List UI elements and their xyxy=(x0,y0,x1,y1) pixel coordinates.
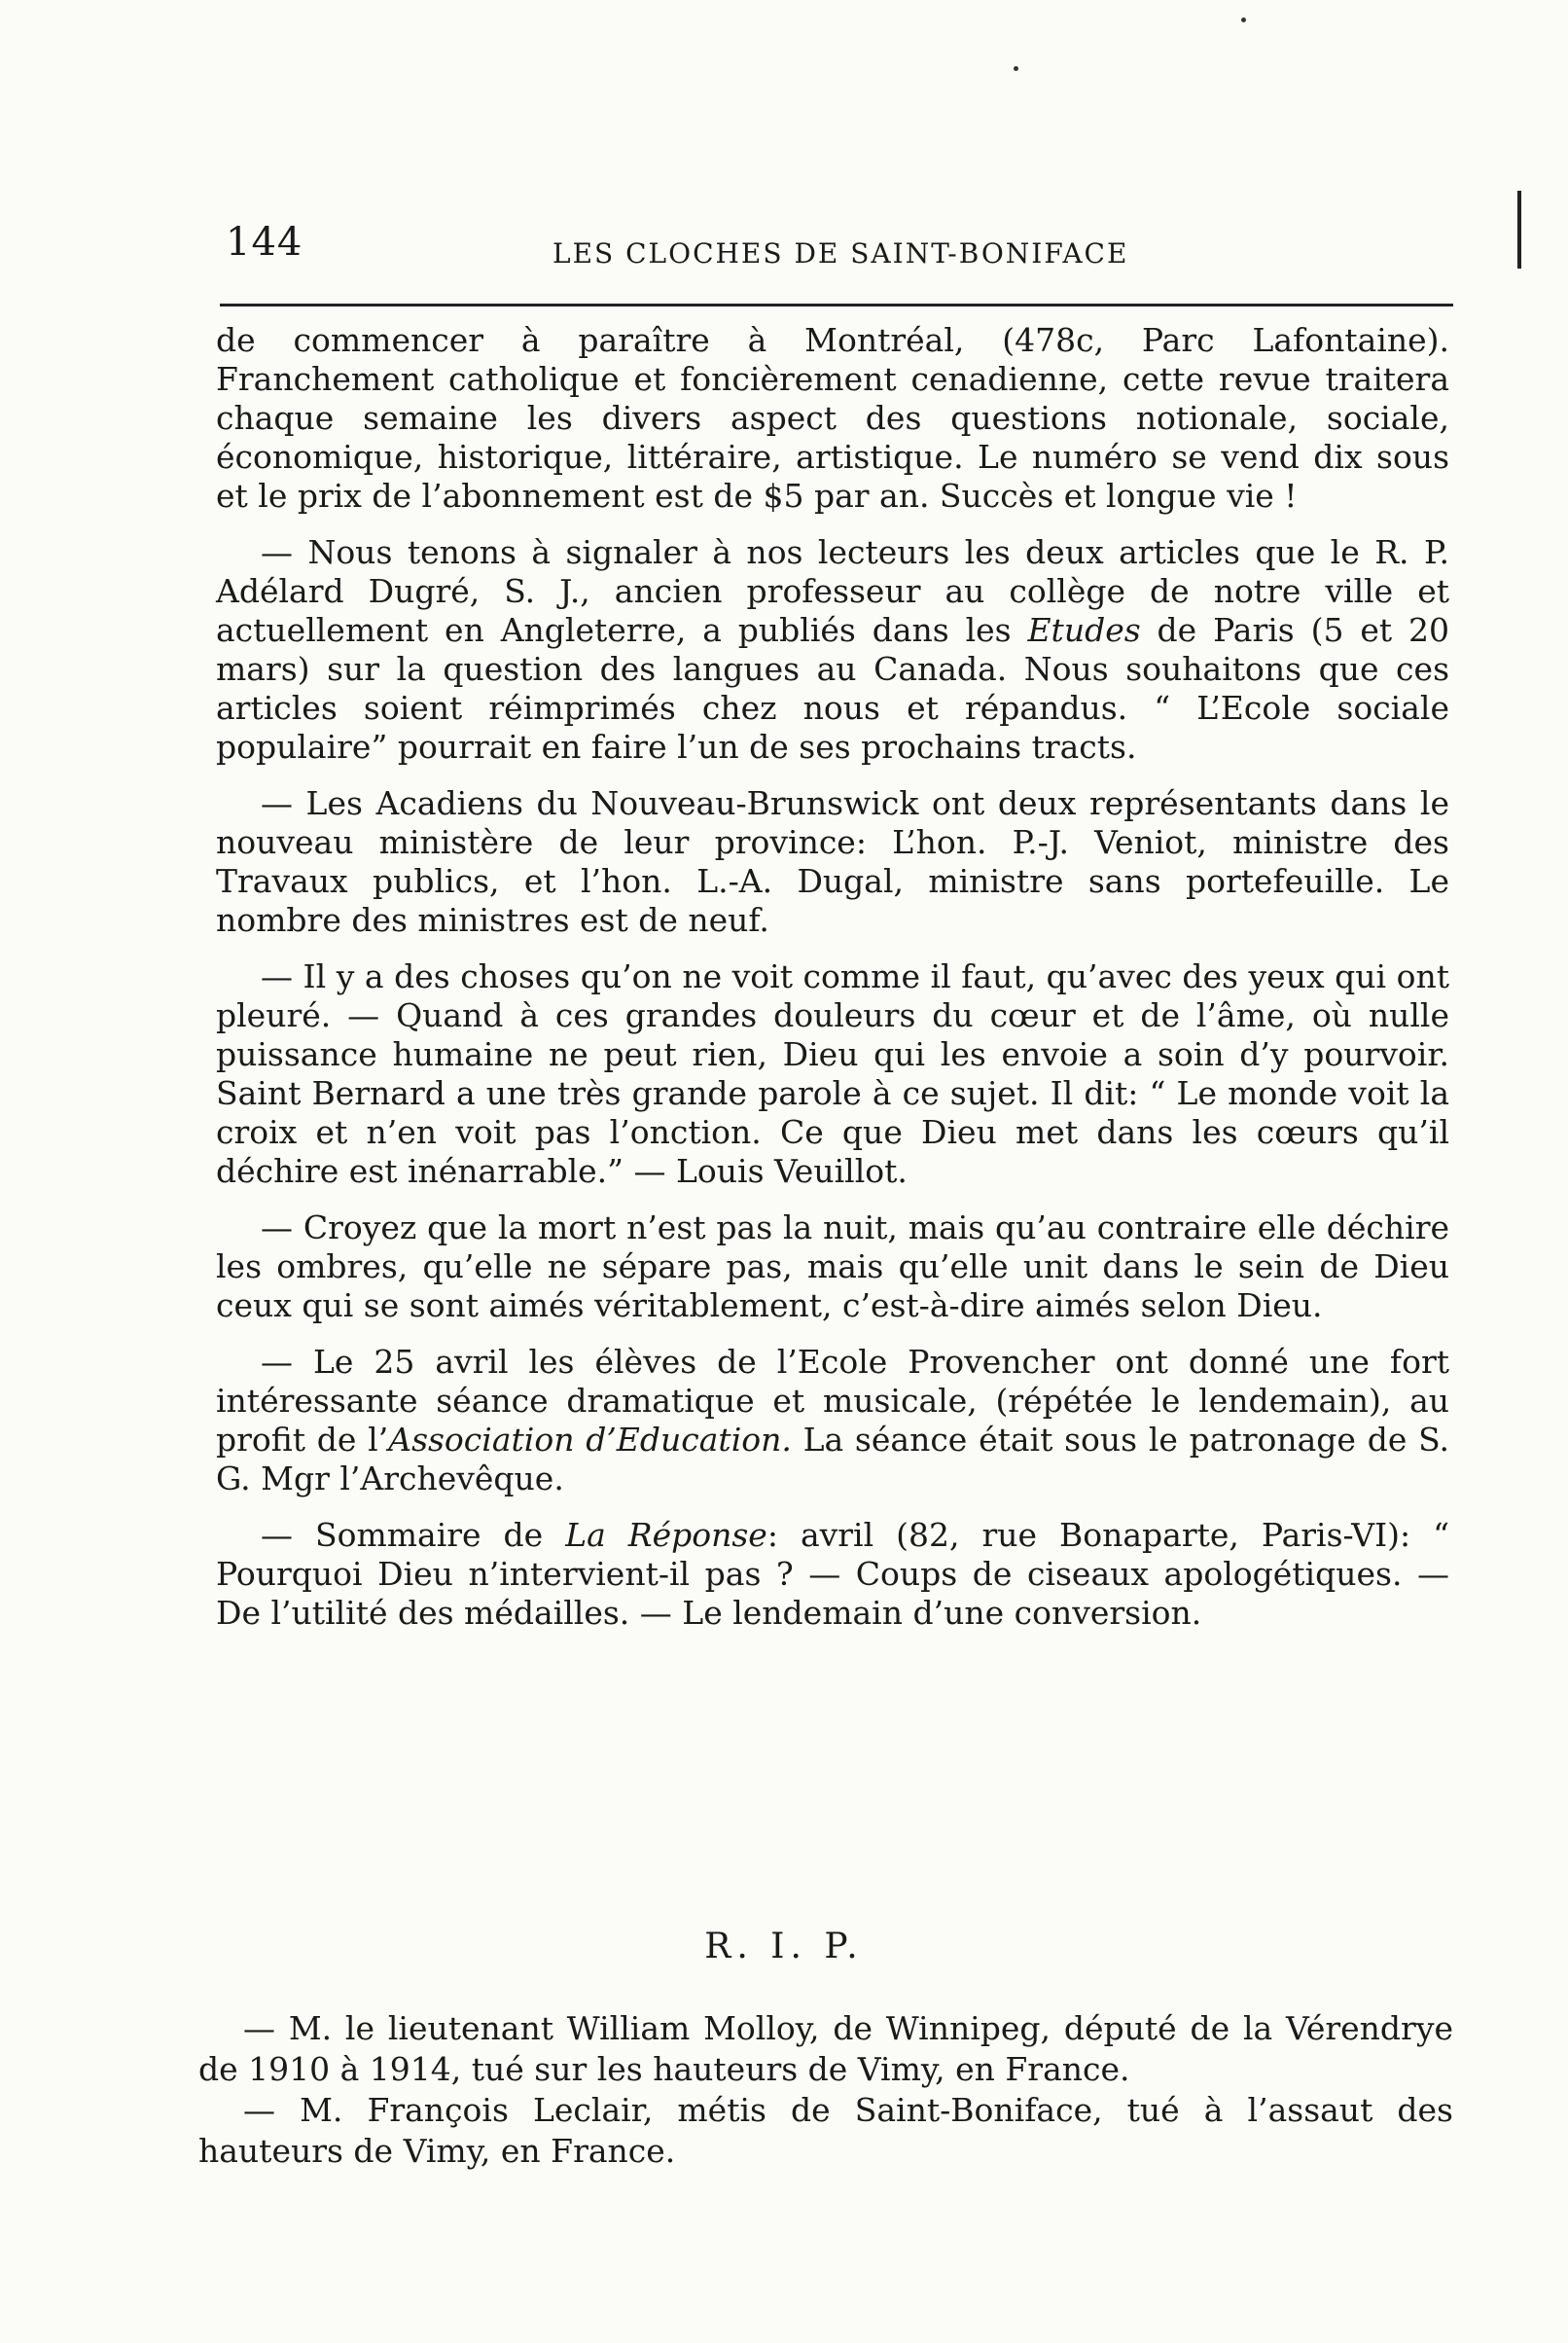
rip-section xyxy=(198,2008,1453,2172)
header-rule xyxy=(220,304,1453,306)
rip-entry-leclair: — M. François Leclair, métis de Saint-Boniface, tué à l’assaut des hauteurs de Vimy, en France. xyxy=(198,2091,1453,2170)
rip-heading: R. I. P. xyxy=(704,1927,864,1966)
paragraph-mort: — Croyez que la mort n’est pas la nuit, mais qu’au contraire elle déchire les ombres, qu’elle ne sépare pas, mais qu’elle unit dans le sein de Dieu ceux qui se sont aimés véritablement, c’est-à-dire aimés selon Dieu. xyxy=(216,1208,1449,1324)
paragraph-veuillot-quote: — Il y a des choses qu’on ne voit comme il faut, qu’avec des yeux qui ont pleuré. — Quand à ces grandes douleurs du cœur et de l’âme, où nulle puissance humaine ne peut rien, Dieu qui les envoie a soin d’y pourvoir. Saint Bernard a une très grande parole à ce sujet. Il dit: “ Le monde voit la croix et n’en voit pas l’onction. Ce que Dieu met dans les cœurs qu’il déchire est inénarrable.” — Louis Veuillot. xyxy=(216,957,1449,1190)
body-text xyxy=(216,321,1449,1650)
paragraph-acadiens: — Les Acadiens du Nouveau-Brunswick ont deux représentants dans le nouveau ministère de leur province: L’hon. P.-J. Veniot, ministre des Travaux publics, et l’hon. L.-A. Dugal, ministre sans portefeuille. Le nombre des ministres est de neuf. xyxy=(216,784,1449,939)
rip-entry-molloy: — M. le lieutenant William Molloy, de Winnipeg, député de la Vérendrye de 1910 à 1914, tué sur les hauteurs de Vimy, en France. xyxy=(198,2009,1453,2088)
running-title: LES CLOCHES DE SAINT-BONIFACE xyxy=(552,237,1129,270)
page-number: 144 xyxy=(226,220,303,265)
paragraph-ecole-provencher: — Le 25 avril les élèves de l’Ecole Provencher ont donné une fort intéressante séance dramatique et musicale, (répétée le lendemain), au profit de l’Association d’Education. La séance était sous le patronage de S. G. Mgr l’Archevêque. xyxy=(216,1343,1450,1497)
page-header xyxy=(226,220,1442,278)
scan-speck xyxy=(1241,18,1246,22)
paragraph-revue: de commencer à paraître à Montréal, (478c, Parc Lafontaine). Franchement catholique et foncièrement cenadienne, cette revue traitera chaque semaine les divers aspect des questions notionale, sociale, économique, historique, littéraire, artistique. Le numéro se vend dix sous et le prix de l’abonnement est de $5 par an. Succès et longue vie ! xyxy=(216,321,1449,515)
paragraph-dugre-articles: — Nous tenons à signaler à nos lecteurs les deux articles que le R. P. Adélard Dugré, S. J., ancien professeur au collège de notre ville et actuellement en Angleterre, a publiés dans les Etudes de Paris (5 et 20 mars) sur la question des langues au Canada. Nous souhaitons que ces articles soient réimprimés chez nous et répandus. “ L’Ecole sociale populaire” pourrait en faire l’un de ses prochains tracts. xyxy=(216,533,1449,766)
margin-scan-mark xyxy=(1517,191,1521,269)
paragraph-la-reponse: — Sommaire de La Réponse: avril (82, rue Bonaparte, Paris-VI): “ Pourquoi Dieu n’intervient-il pas ? — Coups de ciseaux apologétiques. — De l’utilité des médailles. — Le lendemain d’une conversion. xyxy=(216,1516,1449,1632)
scan-speck xyxy=(1014,66,1018,71)
